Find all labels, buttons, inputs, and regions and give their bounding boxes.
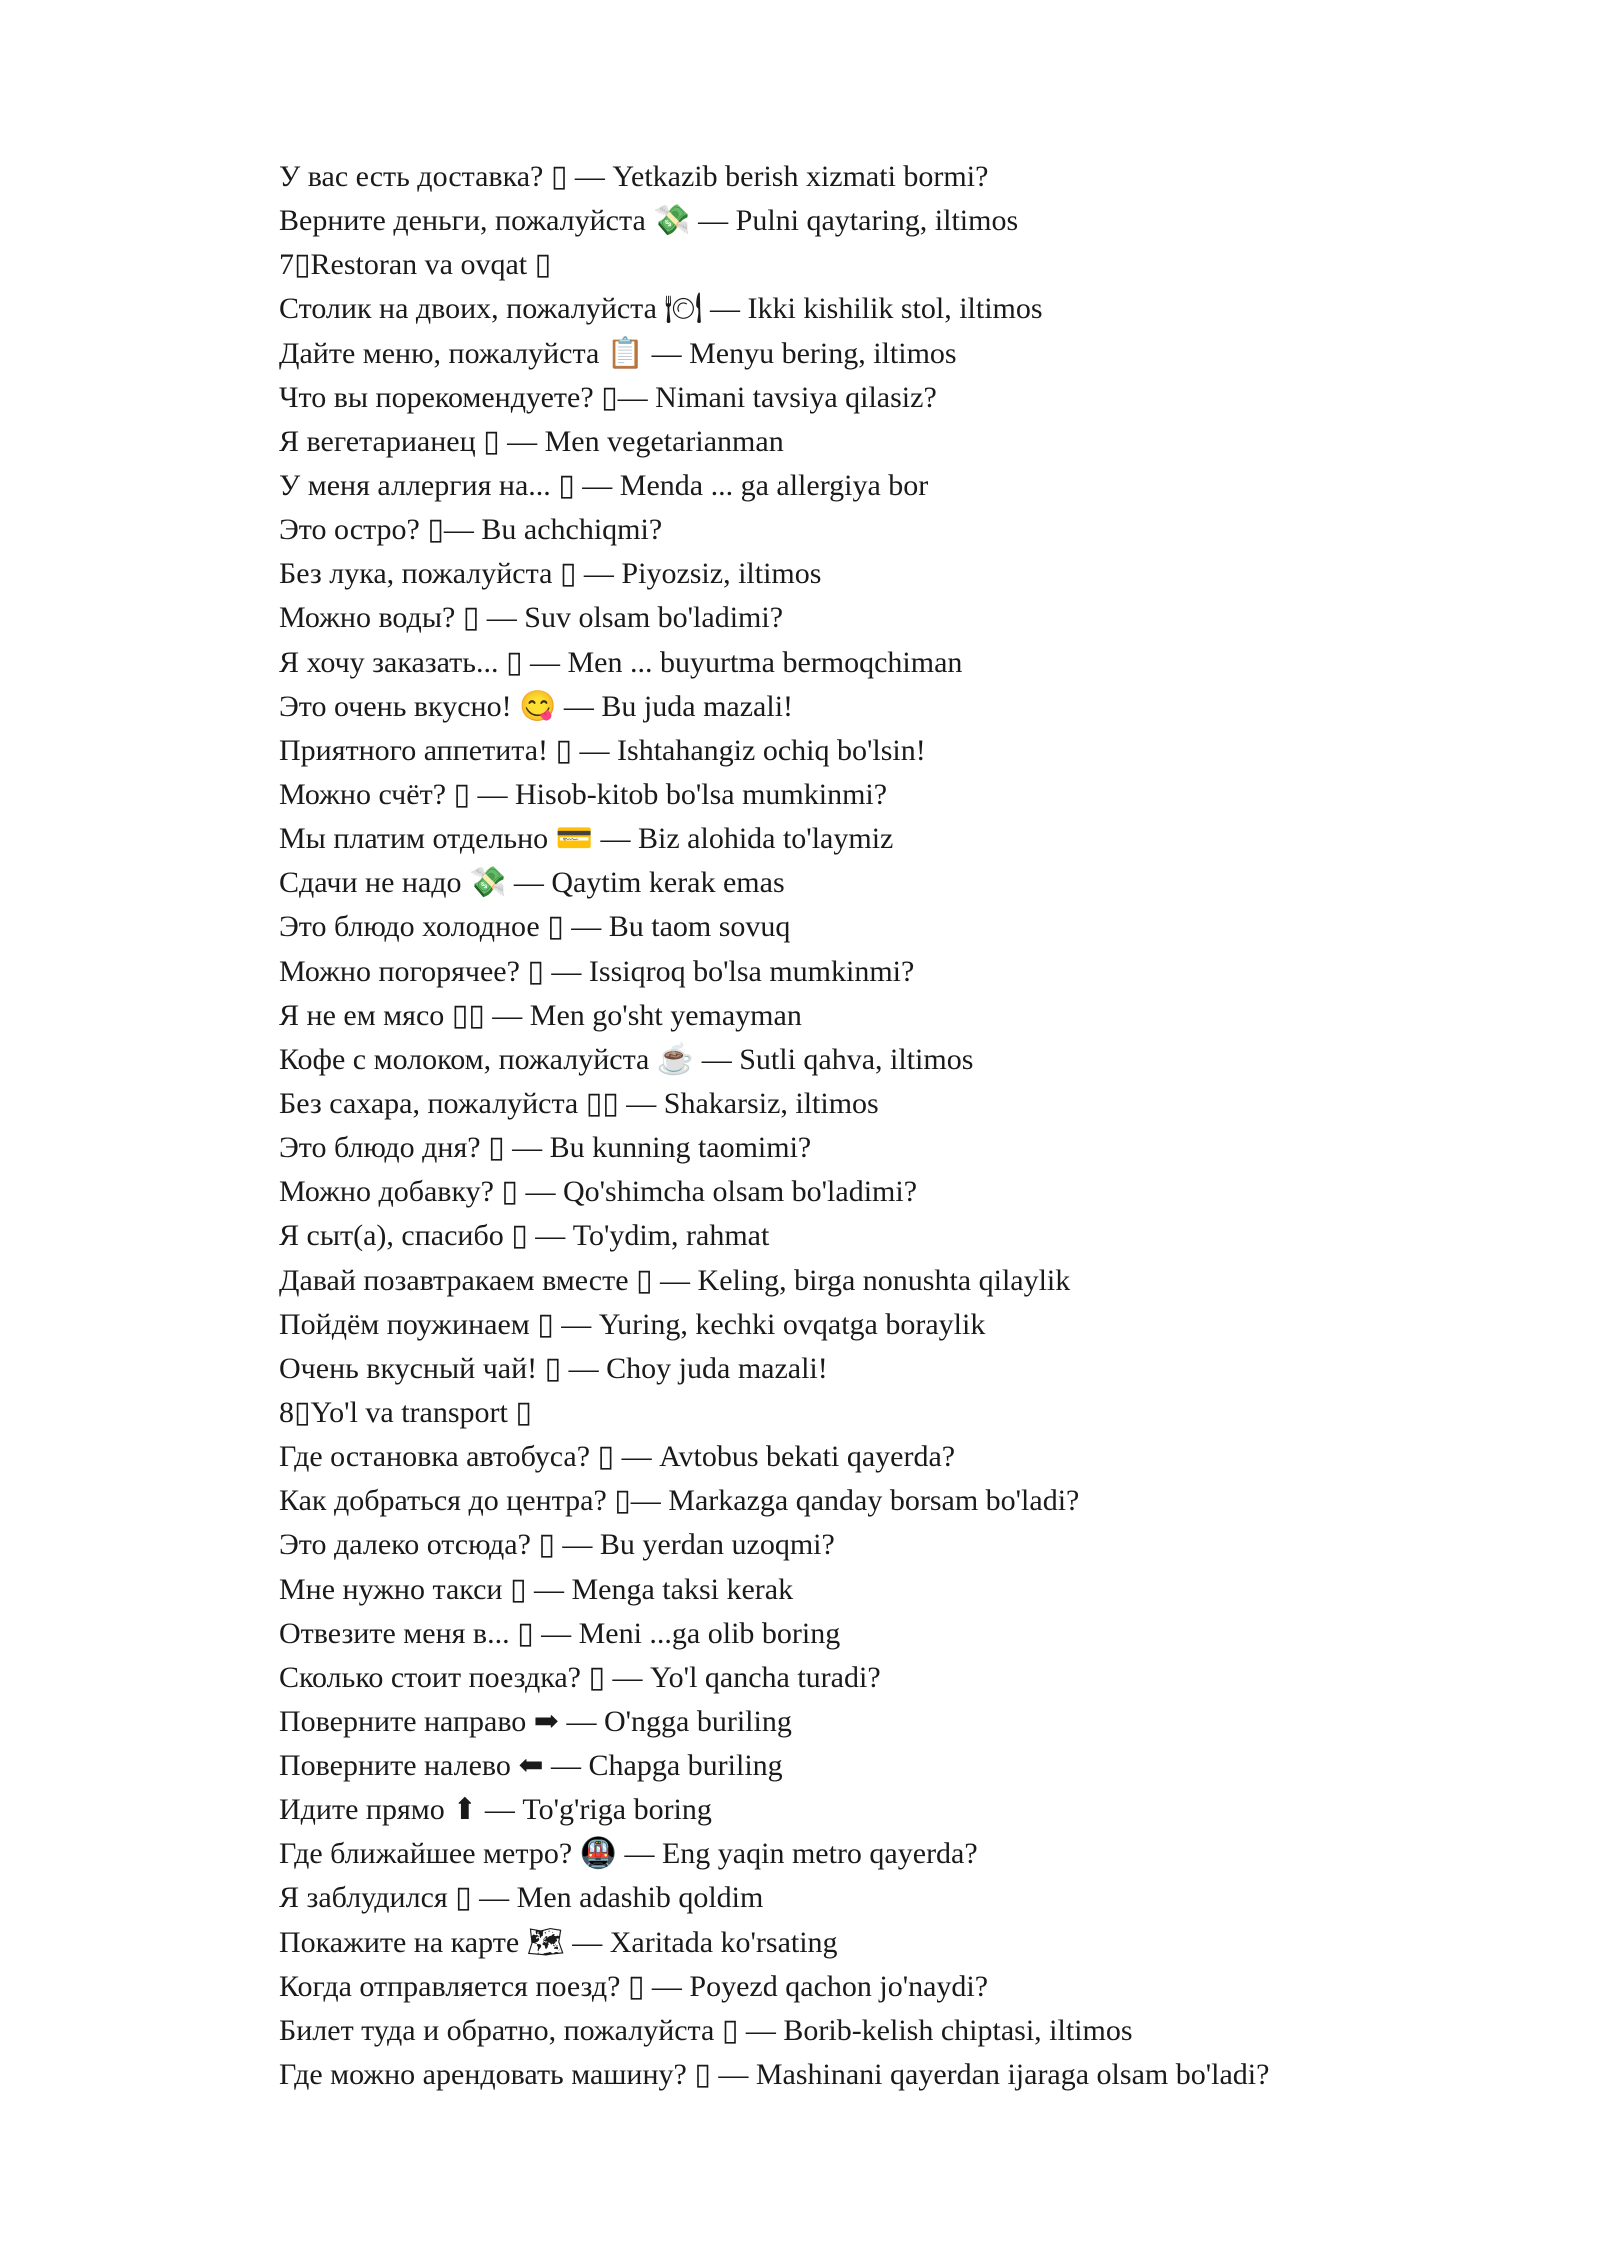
phrase-line: Пойдём поужинаем ▯ — Yuring, kechki ovqatga boraylik [279, 1307, 986, 1341]
phrase-list [279, 155, 1539, 2097]
phrase-line: Можно погорячее? ▯ — Issiqroq bo'lsa mumkinmi? [279, 954, 915, 988]
phrase-line: Покажите на карте 🗺 — Xaritada ko'rsating [279, 1925, 838, 1959]
phrase-line: Можно счёт? ▯ — Hisob-kitob bo'lsa mumkinmi? [279, 777, 888, 811]
phrase-line: Что вы порекомендуете? ▯— Nimani tavsiya qilasiz? [279, 380, 937, 414]
phrase-line: Без лука, пожалуйста ▯ — Piyozsiz, iltimos [279, 557, 822, 591]
phrase-line: Это блюдо дня? ▯ — Bu kunning taomimi? [279, 1131, 812, 1165]
phrase-line: Я не ем мясо ▯▯ — Men go'sht yemayman [279, 998, 802, 1032]
phrase-line: Очень вкусный чай! ▯ — Choy juda mazali! [279, 1351, 828, 1385]
phrase-line: Я хочу заказать... ▯ — Men ... buyurtma bermoqchiman [279, 645, 963, 679]
phrase-line: Приятного аппетита! ▯ — Ishtahangiz ochiq bo'lsin! [279, 733, 926, 767]
phrase-line: Это остро? ▯— Bu achchiqmi? [279, 513, 663, 547]
phrase-line: Можно воды? ▯ — Suv olsam bo'ladimi? [279, 601, 784, 635]
phrase-line: Идите прямо ⬆ — To'g'riga boring [279, 1793, 712, 1827]
phrase-line: Можно добавку? ▯ — Qo'shimcha olsam bo'ladimi? [279, 1175, 918, 1209]
phrase-line: Отвезите меня в... ▯ — Meni ...ga olib boring [279, 1616, 841, 1650]
phrase-line: Без сахара, пожалуйста ▯▯ — Shakarsiz, iltimos [279, 1086, 879, 1120]
phrase-line: Поверните направо ➡ — O'ngga buriling [279, 1704, 792, 1738]
phrase-line: Где можно арендовать машину? ▯ — Mashinani qayerdan ijaraga olsam bo'ladi? [279, 2058, 1270, 2092]
phrase-line: Поверните налево ⬅ — Chapga buriling [279, 1749, 783, 1783]
phrase-line: Мы платим отдельно 💳 — Biz alohida to'laymiz [279, 822, 894, 856]
phrase-line: Когда отправляется поезд? ▯ — Poyezd qachon jo'naydi? [279, 1969, 989, 2003]
phrase-line: Дайте меню, пожалуйста 📋 — Menyu bering, iltimos [279, 336, 957, 370]
phrase-line: Мне нужно такси ▯ — Menga taksi kerak [279, 1572, 794, 1606]
phrase-line: Я заблудился ▯ — Men adashib qoldim [279, 1881, 764, 1915]
section-heading: 8▯Yo'l va transport ▯ [279, 1395, 532, 1429]
phrase-line: У вас есть доставка? ▯ — Yetkazib berish xizmati bormi? [279, 160, 989, 193]
phrase-line: Это далеко отсюда? ▯ — Bu yerdan uzoqmi? [279, 1528, 835, 1562]
phrase-line: Я сыт(а), спасибо ▯ — To'ydim, rahmat [279, 1219, 770, 1253]
phrase-line: Билет туда и обратно, пожалуйста ▯ — Borib-kelish chiptasi, iltimos [279, 2013, 1133, 2047]
phrase-line: Где ближайшее метро? 🚇 — Eng yaqin metro qayerda? [279, 1837, 978, 1871]
phrase-line: Как добраться до центра? ▯— Markazga qanday borsam bo'ladi? [279, 1484, 1080, 1518]
phrase-line: Кофе с молоком, пожалуйста ☕ — Sutli qahva, iltimos [279, 1042, 974, 1076]
phrase-line: Верните деньги, пожалуйста 💸 — Pulni qaytaring, iltimos [279, 204, 1019, 238]
phrase-line: Я вегетарианец ▯ — Men vegetarianman [279, 424, 784, 458]
phrase-line: Давай позавтракаем вместе ▯ — Keling, birga nonushta qilaylik [279, 1263, 1071, 1297]
phrase-line: Это блюдо холодное ▯ — Bu taom sovuq [279, 910, 791, 944]
section-heading: 7▯Restoran va ovqat ▯ [279, 248, 552, 282]
phrase-line: Сдачи не надо 💸 — Qaytim kerak emas [279, 866, 785, 900]
phrase-line: У меня аллергия на... ▯ — Menda ... ga allergiya bor [279, 468, 929, 502]
phrase-line: Это очень вкусно! 😋 — Bu juda mazali! [279, 689, 794, 723]
phrase-line: Столик на двоих, пожалуйста 🍽 — Ikki kishilik stol, iltimos [279, 292, 1043, 326]
phrase-line: Сколько стоит поездка? ▯ — Yo'l qancha turadi? [279, 1660, 881, 1694]
phrase-line: Где остановка автобуса? ▯ — Avtobus bekati qayerda? [279, 1440, 956, 1474]
